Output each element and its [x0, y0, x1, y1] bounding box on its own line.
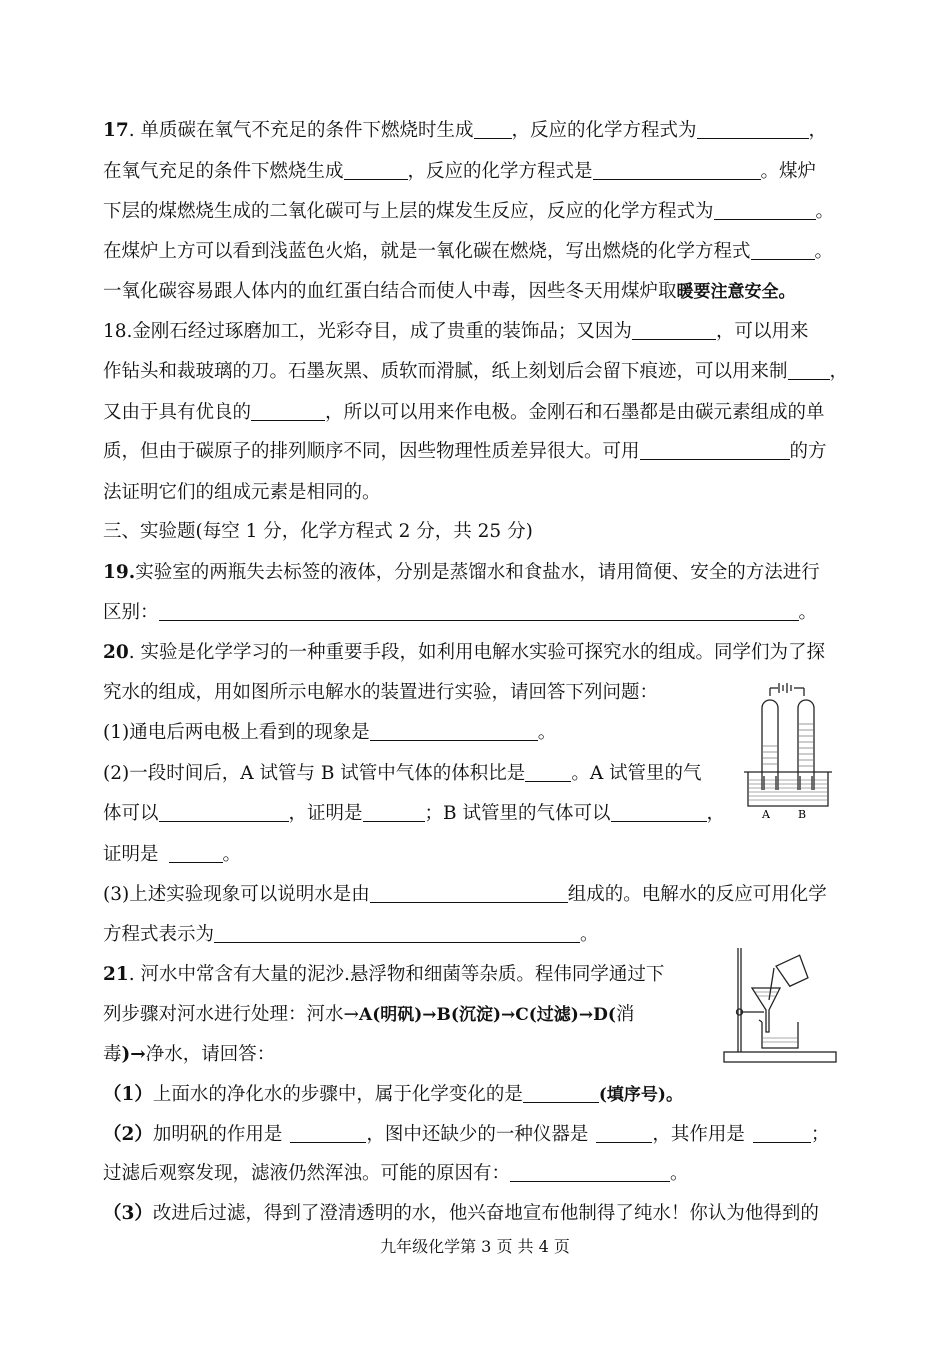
q17-line4: 在煤炉上方可以看到浅蓝色火焰，就是一氧化碳在燃烧，写出燃烧的化学方程式 。 [103, 241, 834, 262]
q21-line1: 21. 河水中常含有大量的泥沙.悬浮物和细菌等杂质。程伟同学通过下 [103, 964, 665, 985]
q20-line8: 方程式表示为 。 [103, 924, 599, 945]
answer-blank[interactable] [596, 1124, 652, 1143]
q21-line3: 毒)→净水，请回答： [103, 1044, 276, 1065]
answer-blank[interactable] [632, 321, 716, 340]
q17-line2: 在氧气充足的条件下燃烧生成 ，反应的化学方程式是 。煤炉 [103, 161, 817, 182]
answer-blank[interactable] [251, 402, 325, 421]
q20-line4: (2)一段时间后，A 试管与 B 试管中气体的体积比是 。A 试管里的气 [103, 763, 702, 784]
q19-line2: 区别： 。 [103, 602, 818, 623]
q21-line7: （3）改进后过滤，得到了澄清透明的水，他兴奋地宣布他制得了纯水！你认为他得到的 [103, 1203, 819, 1224]
tube-a-label: A [762, 808, 770, 820]
q19-line1: 19.实验室的两瓶失去标签的液体，分别是蒸馏水和食盐水，请用简便、安全的方法进行 [103, 562, 820, 583]
answer-blank[interactable] [611, 803, 707, 822]
q18-line1: 18.金刚石经过琢磨加工，光彩夺目，成了贵重的装饰品；又因为 ，可以用来 [103, 321, 809, 342]
answer-blank[interactable] [714, 201, 816, 220]
answer-blank[interactable] [370, 722, 538, 741]
answer-blank[interactable] [753, 1124, 811, 1143]
answer-blank[interactable] [169, 844, 223, 863]
answer-blank[interactable] [751, 241, 815, 260]
q20-line6: 证明是 。 [103, 844, 242, 865]
answer-blank[interactable] [159, 803, 289, 822]
q17-line5: 一氧化碳容易跟人体内的血红蛋白结合而使人中毒，因些冬天用煤炉取暖要注意安全。 [103, 281, 796, 302]
q18-line3: 又由于具有优良的 ，所以可以用来作电极。金刚石和石墨都是由碳元素组成的单 [103, 402, 825, 423]
answer-blank[interactable] [697, 120, 809, 139]
q21-line4: （1）上面水的净化水的步骤中，属于化学变化的是 (填序号)。 [103, 1084, 683, 1105]
q20-line2: 究水的组成，用如图所示电解水的装置进行实验，请回答下列问题： [103, 682, 659, 703]
q20-line1: 20. 实验是化学学习的一种重要手段，如利用电解水实验可探究水的组成。同学们为了探 [103, 642, 826, 663]
q20-line5: 体可以 ，证明是 ；B 试管里的气体可以 ， [103, 803, 726, 824]
q20-line3: (1)通电后两电极上看到的现象是 。 [103, 722, 557, 743]
answer-blank[interactable] [474, 120, 512, 139]
answer-blank[interactable] [788, 361, 830, 380]
page-footer: 九年级化学第 3 页 共 4 页 [380, 1237, 570, 1256]
q21-line5: （2）加明矾的作用是 ，图中还缺少的一种仪器是 ，其作用是 ； [103, 1124, 830, 1145]
answer-blank[interactable] [523, 1084, 599, 1103]
filtration-apparatus-figure [722, 942, 838, 1066]
q21-line6: 过滤后观察发现，滤液仍然浑浊。可能的原因有： 。 [103, 1163, 689, 1184]
answer-blank[interactable] [344, 161, 408, 180]
tube-b-label: B [798, 808, 807, 820]
q18-line5: 法证明它们的组成元素是相同的。 [103, 482, 381, 503]
answer-blank[interactable] [510, 1163, 670, 1182]
answer-blank[interactable] [640, 441, 790, 460]
answer-blank[interactable] [593, 161, 761, 180]
electrolysis-apparatus-figure [740, 680, 836, 820]
answer-blank[interactable] [370, 884, 568, 903]
q17-line1: 17. 单质碳在氧气不充足的条件下燃烧时生成 ，反应的化学方程式为 ， [103, 120, 828, 141]
answer-blank[interactable] [363, 803, 425, 822]
q21-line2: 列步骤对河水进行处理：河水→A(明矾)→B(沉淀)→C(过滤)→D(消 [103, 1004, 635, 1025]
answer-blank[interactable] [290, 1124, 366, 1143]
q17-line3: 下层的煤燃烧生成的二氧化碳可与上层的煤发生反应，反应的化学方程式为 。 [103, 201, 835, 222]
q20-line7: (3)上述实验现象可以说明水是由 组成的。电解水的反应可用化学 [103, 884, 827, 905]
q18-line2: 作钻头和裁玻璃的刀。石墨灰黑、质软而滑腻，纸上刻划后会留下痕迹，可以用来制 ， [103, 361, 849, 382]
answer-blank[interactable] [214, 924, 580, 943]
answer-blank[interactable] [159, 602, 799, 621]
q18-line4: 质，但由于碳原子的排列顺序不同，因些物理性质差异很大。可用 的方 [103, 441, 827, 462]
section-heading: 三、实验题(每空 1 分，化学方程式 2 分，共 25 分) [103, 521, 533, 542]
answer-blank[interactable] [525, 763, 571, 782]
